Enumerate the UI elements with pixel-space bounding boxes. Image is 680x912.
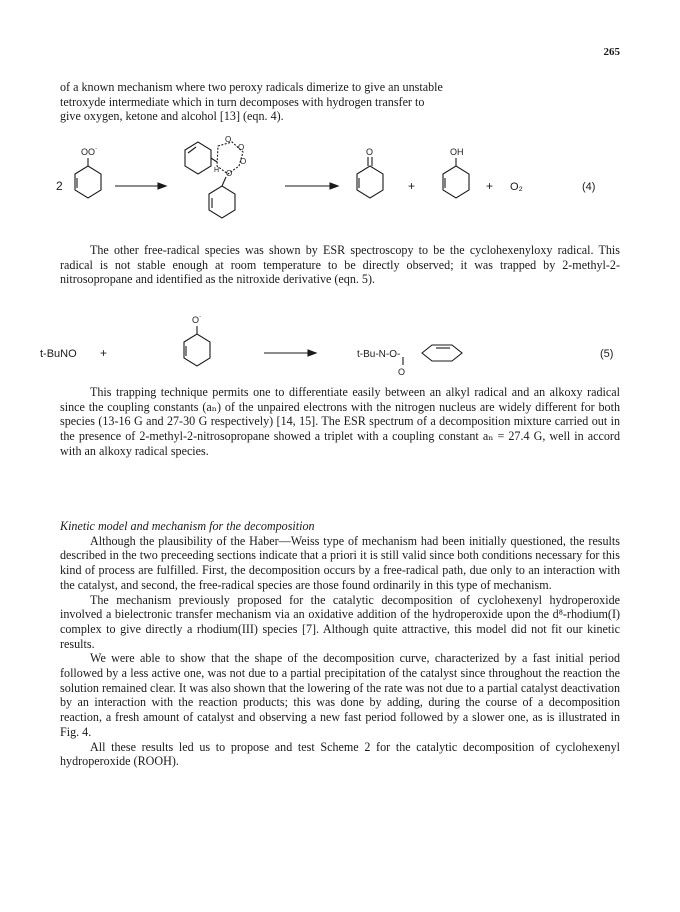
plus-sign-1: + — [408, 179, 416, 193]
tetroxide-o-3: O — [240, 157, 247, 166]
intermediate-top-ring — [185, 142, 211, 174]
esr-paragraph: The other free-radical species was shown by ESR spectroscopy to be the cyclohexenyloxy radical. This radical is not stable enough at room temperature to be directly observed; it was trapped by 2-methyl-2-nitrosopropane and identified as the nitroxide derivative (eqn. 5). — [60, 243, 620, 287]
tetroxide-o-4: O — [226, 169, 233, 178]
kinetic-paragraph-4: All these results led us to propose and test Scheme 2 for the catalytic decomposition of cyclohexenyl hydroperoxide (ROOH). — [60, 739, 620, 769]
equation-4-drawing — [40, 128, 640, 240]
kinetic-section — [60, 519, 620, 769]
intro-paragraph — [60, 80, 620, 124]
tetroxide-h: H — [214, 167, 220, 174]
equation-4-coefficient: 2 — [56, 179, 63, 193]
plus-sign-2: + — [486, 179, 494, 193]
kinetic-paragraph-3: We were able to show that the shape of the decomposition curve, characterized by a fast initial period followed by a less active one, was not due to a partial precipitation of the catalyst since throughout the reaction the solution remained clear. It was also shown that the lowering of the rate was not due to a partial catalyst deactivation by an interaction with the reaction products; this was done by adding, during the course of a decomposition reaction, a fresh amount of catalyst and observing a new fast period followed by a slower one, as is illustrated in Fig. 4. — [60, 651, 620, 739]
kinetic-paragraph-1: Although the plausibility of the Haber—Weiss type of mechanism had been initially questioned, the results described in the two preceeding sections indicate that a priori it is still valid since both conditions necessary for this kind of process are fulfilled. First, the decomposition occurs by a free-radical path, due only to an interaction with the catalyst, and second, the free-radical species are those found ordinarily in this type of mechanism. — [60, 533, 620, 592]
page-number: 265 — [603, 46, 620, 58]
ketone-oxygen-label: O — [366, 147, 374, 157]
alcohol-ring — [443, 166, 469, 198]
nitroxide-oxygen-label: O — [398, 367, 406, 377]
oxygen-product: O₂ — [510, 181, 523, 193]
tetroxide-o-1: O — [225, 135, 232, 144]
equation-5-scheme — [40, 305, 640, 381]
intermediate-bottom-ring — [209, 186, 235, 218]
tetroxide-o-2: O — [238, 143, 245, 152]
nitroxide-product-prefix: t-Bu-N-O- — [357, 349, 401, 360]
equation-4-number: (4) — [582, 181, 596, 193]
equation-4-scheme — [40, 128, 640, 240]
radical-cyclohexene-ring — [184, 334, 210, 366]
intro-line-3: give oxygen, ketone and alcohol [13] (eqn. 4). — [60, 109, 284, 124]
product-cyclohexene-ring — [422, 345, 462, 361]
trapping-paragraph: This trapping technique permits one to differentiate easily between an alkyl radical and an alkoxy radical since the coupling constants (aₙ) of the unpaired electrons with the nitrogen nucleus are widely different for both species (13-16 G and 27-30 G respectively) [14, 15]. The ESR spectrum of a decomposition mixture carried out in the presence of 2-methyl-2-nitrosopropane showed a triplet with a coupling constant aₙ = 27.4 G, well in accord with an alkoxy radical species. — [60, 385, 620, 458]
intermediate-link-bond — [211, 158, 217, 162]
equation-5-drawing — [40, 305, 640, 381]
kinetic-paragraph-2: The mechanism previously proposed for the catalytic decomposition of cyclohexenyl hydroperoxide involved a bielectronic transfer mechanism via an oxidative addition of the hydroperoxide upon the d⁸-rhodium(I) complex to give directly a rhodium(III) species [7]. Although quite attractive, this model did not fit our kinetic results. — [60, 592, 620, 651]
reaction-arrow-5-head — [308, 350, 316, 356]
reaction-arrow-2-head — [330, 183, 338, 189]
alcohol-oh-label: OH — [450, 147, 464, 157]
tbuno-reagent: t-BuNO — [40, 348, 77, 360]
reactant-cyclohexene-ring — [75, 166, 101, 198]
radical-oxygen-label: O˙ — [192, 315, 202, 325]
equation-5-plus: + — [100, 346, 108, 360]
ketone-ring — [357, 166, 383, 198]
intro-line-2: tetroxyde intermediate which in turn decomposes with hydrogen transfer to — [60, 94, 425, 109]
reaction-arrow-1-head — [158, 183, 166, 189]
peroxy-radical-label: OO˙ — [81, 147, 98, 157]
intermediate-bottom-bond — [222, 177, 226, 186]
equation-5-number: (5) — [600, 348, 614, 360]
section-heading: Kinetic model and mechanism for the decomposition — [60, 519, 315, 533]
intro-line-1: of a known mechanism where two peroxy radicals dimerize to give an unstable — [60, 80, 443, 94]
